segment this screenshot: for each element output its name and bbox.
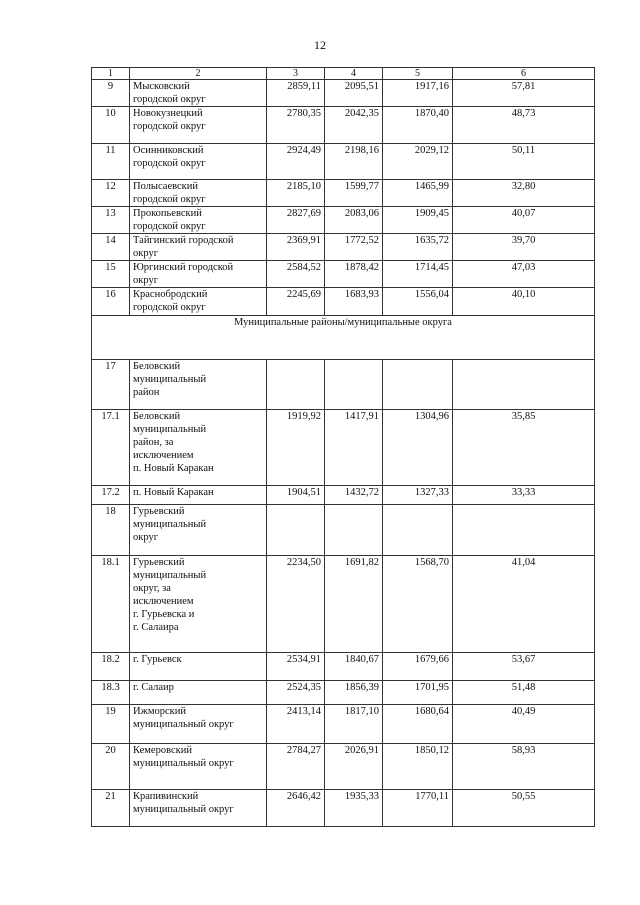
table-row	[92, 744, 595, 790]
value-col6	[453, 360, 595, 410]
value-col6: 40,49	[453, 705, 595, 744]
name-cell	[130, 705, 267, 744]
name-line: Кемеровский	[133, 745, 192, 756]
name-line: Тайгинский городской	[133, 235, 234, 246]
name-line: городской округ	[133, 302, 206, 313]
name-cell	[130, 790, 267, 827]
name-line: Гурьевский	[133, 557, 185, 568]
value-col3	[267, 505, 325, 556]
name-cell	[130, 80, 267, 107]
value-col3: 2859,11	[267, 80, 325, 107]
name-line: г. Салаира	[133, 622, 179, 633]
value-col5: 1680,64	[383, 705, 453, 744]
row-number: 17.1	[92, 410, 130, 486]
value-col3: 2534,91	[267, 653, 325, 681]
value-col3: 2827,69	[267, 207, 325, 234]
name-line: муниципальный округ	[133, 719, 234, 730]
table-row	[92, 486, 595, 505]
name-cell	[130, 505, 267, 556]
header-cell: 3	[267, 68, 325, 80]
value-col5: 1909,45	[383, 207, 453, 234]
value-col3: 2584,52	[267, 261, 325, 288]
value-col4: 1417,91	[325, 410, 383, 486]
row-number: 18	[92, 505, 130, 556]
value-col4: 1683,93	[325, 288, 383, 316]
row-number: 19	[92, 705, 130, 744]
name-line: округ	[133, 275, 159, 286]
row-number: 16	[92, 288, 130, 316]
name-line: Осинниковский	[133, 145, 204, 156]
header-cell: 5	[383, 68, 453, 80]
row-number: 20	[92, 744, 130, 790]
value-col6: 41,04	[453, 556, 595, 653]
value-col4: 1878,42	[325, 261, 383, 288]
table-row	[92, 410, 595, 486]
name-cell	[130, 180, 267, 207]
name-line: городской округ	[133, 158, 206, 169]
name-line: Прокопьевский	[133, 208, 202, 219]
table-row	[92, 261, 595, 288]
section-row	[92, 316, 595, 360]
table-row	[92, 790, 595, 827]
value-col5: 1850,12	[383, 744, 453, 790]
row-number: 10	[92, 107, 130, 144]
table-row	[92, 180, 595, 207]
row-number: 17.2	[92, 486, 130, 505]
value-col4: 1856,39	[325, 681, 383, 705]
value-col3: 2234,50	[267, 556, 325, 653]
header-cell: 4	[325, 68, 383, 80]
value-col5: 1635,72	[383, 234, 453, 261]
value-col6: 48,73	[453, 107, 595, 144]
row-number: 17	[92, 360, 130, 410]
value-col5: 2029,12	[383, 144, 453, 180]
name-line: район	[133, 387, 160, 398]
table-row	[92, 360, 595, 410]
value-col3: 2784,27	[267, 744, 325, 790]
name-line: Новокузнецкий	[133, 108, 203, 119]
section-title: Муниципальные районы/муниципальные округа	[92, 316, 595, 360]
value-col5	[383, 360, 453, 410]
name-line: городской округ	[133, 94, 206, 105]
value-col4	[325, 360, 383, 410]
value-col4: 1817,10	[325, 705, 383, 744]
value-col6: 50,11	[453, 144, 595, 180]
name-line: п. Новый Каракан	[133, 487, 214, 498]
value-col6: 39,70	[453, 234, 595, 261]
value-col4: 2042,35	[325, 107, 383, 144]
name-line: п. Новый Каракан	[133, 463, 214, 474]
value-col6: 53,67	[453, 653, 595, 681]
name-line: исключением	[133, 450, 194, 461]
name-line: Краснобродский	[133, 289, 208, 300]
value-col6: 57,81	[453, 80, 595, 107]
value-col3: 2646,42	[267, 790, 325, 827]
name-line: округ	[133, 532, 159, 543]
value-col6: 40,07	[453, 207, 595, 234]
value-col3: 2369,91	[267, 234, 325, 261]
table-row	[92, 288, 595, 316]
name-line: Беловский	[133, 411, 181, 422]
value-col6: 47,03	[453, 261, 595, 288]
value-col3: 2524,35	[267, 681, 325, 705]
value-col4: 2026,91	[325, 744, 383, 790]
value-col3	[267, 360, 325, 410]
name-line: городской округ	[133, 194, 206, 205]
header-cell: 2	[130, 68, 267, 80]
name-line: городской округ	[133, 121, 206, 132]
value-col5: 1770,11	[383, 790, 453, 827]
row-number: 12	[92, 180, 130, 207]
value-col5: 1714,45	[383, 261, 453, 288]
table-row	[92, 207, 595, 234]
value-col6: 51,48	[453, 681, 595, 705]
name-line: муниципальный округ	[133, 804, 234, 815]
name-cell	[130, 681, 267, 705]
name-cell	[130, 234, 267, 261]
row-number: 9	[92, 80, 130, 107]
name-line: муниципальный	[133, 519, 207, 530]
name-line: муниципальный	[133, 374, 207, 385]
value-col4: 1935,33	[325, 790, 383, 827]
table-row	[92, 556, 595, 653]
name-cell	[130, 360, 267, 410]
value-col4: 2095,51	[325, 80, 383, 107]
name-cell	[130, 107, 267, 144]
row-number: 13	[92, 207, 130, 234]
value-col5: 1679,66	[383, 653, 453, 681]
table-row	[92, 505, 595, 556]
table-row	[92, 653, 595, 681]
value-col6: 32,80	[453, 180, 595, 207]
value-col5: 1465,99	[383, 180, 453, 207]
row-number: 18.1	[92, 556, 130, 653]
value-col3: 2245,69	[267, 288, 325, 316]
table-row	[92, 681, 595, 705]
name-line: городской округ	[133, 221, 206, 232]
row-number: 18.2	[92, 653, 130, 681]
row-number: 21	[92, 790, 130, 827]
header-cell: 1	[92, 68, 130, 80]
name-line: муниципальный	[133, 424, 207, 435]
value-col5: 1870,40	[383, 107, 453, 144]
value-col6: 40,10	[453, 288, 595, 316]
value-col4: 1432,72	[325, 486, 383, 505]
name-line: Полысаевский	[133, 181, 198, 192]
name-line: Гурьевский	[133, 506, 185, 517]
row-number: 18.3	[92, 681, 130, 705]
name-line: Крапивинский	[133, 791, 199, 802]
name-cell	[130, 261, 267, 288]
name-line: исключением	[133, 596, 194, 607]
name-line: район, за	[133, 437, 174, 448]
table-row	[92, 705, 595, 744]
name-cell	[130, 744, 267, 790]
name-line: Ижморский	[133, 706, 186, 717]
name-line: округ, за	[133, 583, 171, 594]
value-col6: 33,33	[453, 486, 595, 505]
header-cell: 6	[453, 68, 595, 80]
value-col5: 1701,95	[383, 681, 453, 705]
row-number: 15	[92, 261, 130, 288]
page-number: 12	[314, 38, 326, 52]
value-col4: 1691,82	[325, 556, 383, 653]
value-col3: 2924,49	[267, 144, 325, 180]
name-line: Мысковский	[133, 81, 190, 92]
row-number: 14	[92, 234, 130, 261]
value-col3: 2413,14	[267, 705, 325, 744]
value-col5: 1917,16	[383, 80, 453, 107]
name-cell	[130, 207, 267, 234]
value-col3: 1904,51	[267, 486, 325, 505]
table-row	[92, 234, 595, 261]
value-col5: 1568,70	[383, 556, 453, 653]
value-col4: 1840,67	[325, 653, 383, 681]
value-col6	[453, 505, 595, 556]
value-col4: 1772,52	[325, 234, 383, 261]
name-line: муниципальный	[133, 570, 207, 581]
value-col3: 1919,92	[267, 410, 325, 486]
value-col3: 2780,35	[267, 107, 325, 144]
name-line: Юргинский городской	[133, 262, 234, 273]
name-line: округ	[133, 248, 159, 259]
value-col6: 35,85	[453, 410, 595, 486]
value-col4: 1599,77	[325, 180, 383, 207]
value-col6: 50,55	[453, 790, 595, 827]
value-col6: 58,93	[453, 744, 595, 790]
name-line: г. Гурьевска и	[133, 609, 195, 620]
value-col4	[325, 505, 383, 556]
header-row	[92, 68, 595, 80]
value-col5	[383, 505, 453, 556]
name-cell	[130, 556, 267, 653]
table-row	[92, 107, 595, 144]
table-row	[92, 80, 595, 107]
name-line: г. Салаир	[133, 682, 174, 693]
value-col4: 2198,16	[325, 144, 383, 180]
name-line: Беловский	[133, 361, 181, 372]
value-col5: 1304,96	[383, 410, 453, 486]
tariff-table	[91, 67, 595, 827]
value-col3: 2185,10	[267, 180, 325, 207]
name-cell	[130, 288, 267, 316]
name-cell	[130, 653, 267, 681]
value-col5: 1556,04	[383, 288, 453, 316]
name-cell	[130, 144, 267, 180]
name-line: муниципальный округ	[133, 758, 234, 769]
value-col5: 1327,33	[383, 486, 453, 505]
table-row	[92, 144, 595, 180]
name-cell	[130, 410, 267, 486]
row-number: 11	[92, 144, 130, 180]
value-col4: 2083,06	[325, 207, 383, 234]
name-line: г. Гурьевск	[133, 654, 182, 665]
name-cell	[130, 486, 267, 505]
